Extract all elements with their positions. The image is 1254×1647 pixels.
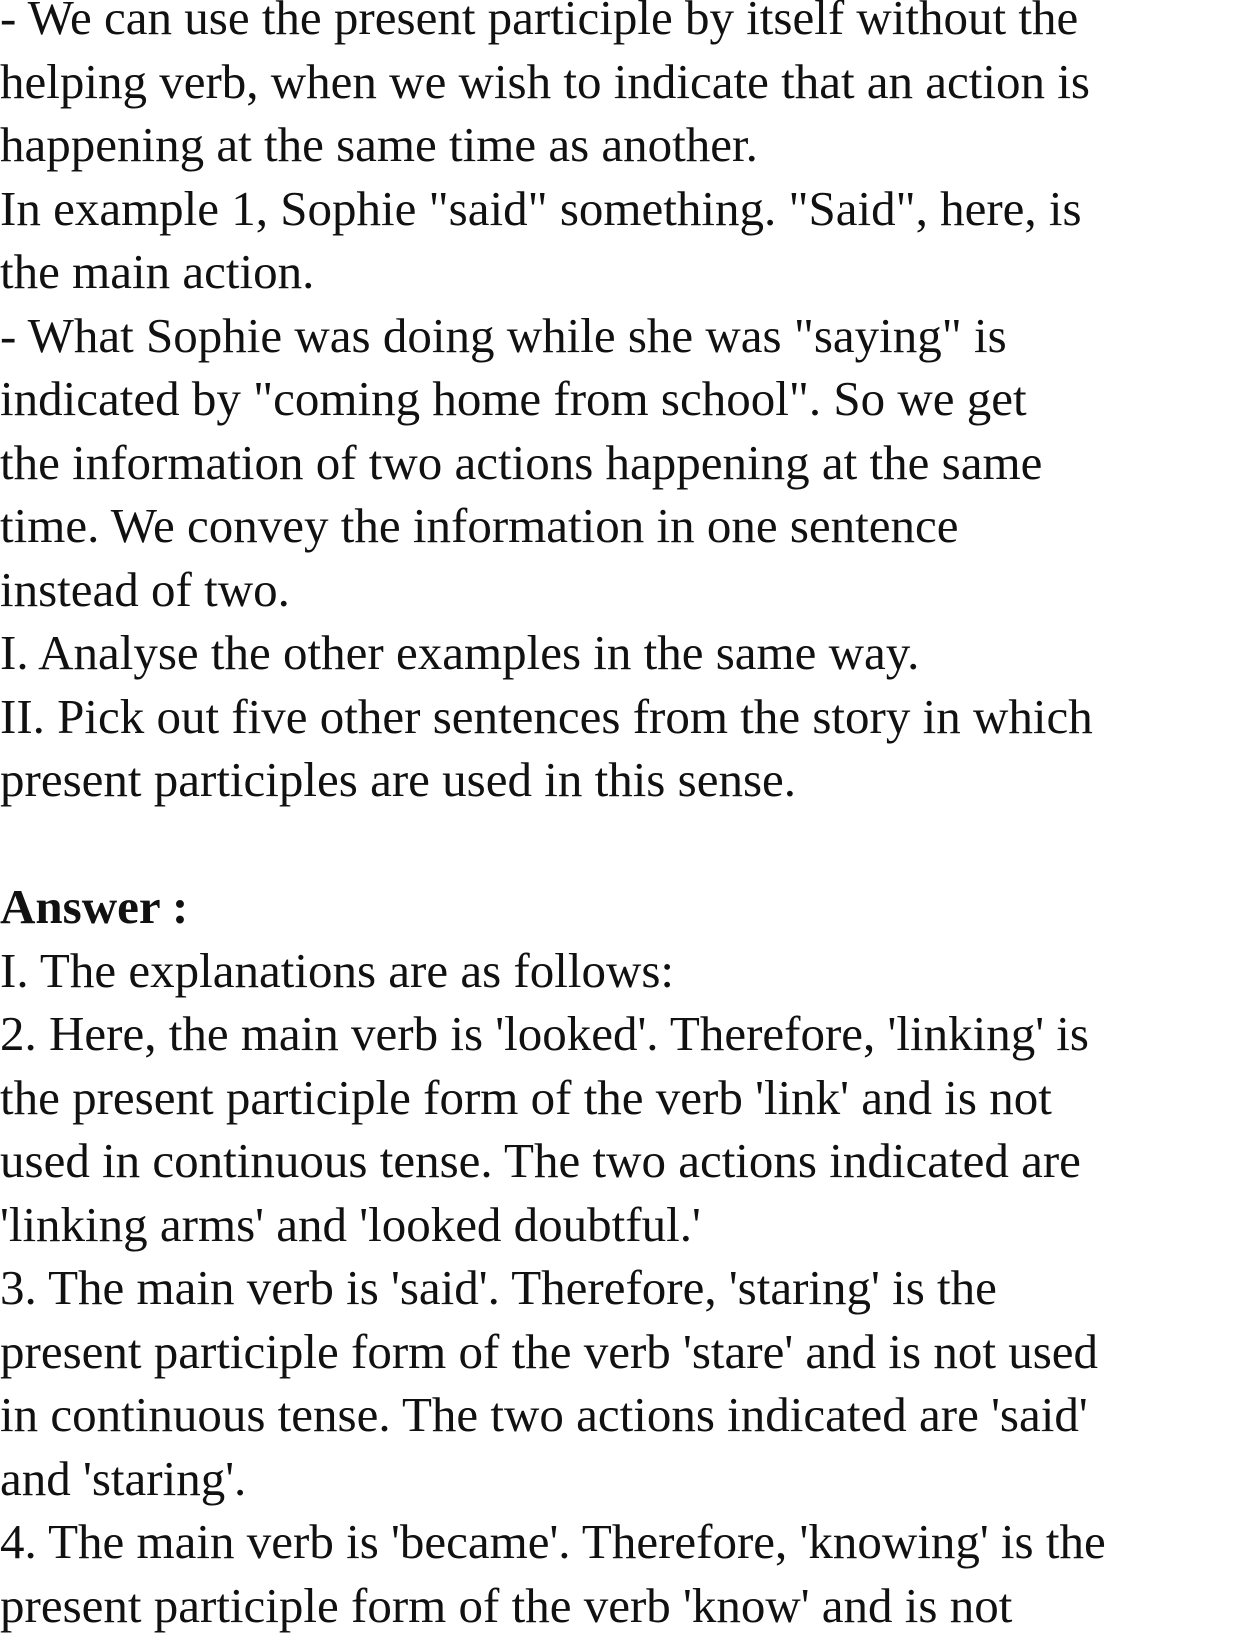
text-line: helping verb, when we wish to indicate that an action is	[0, 53, 1090, 109]
text-line: and 'staring'.	[0, 1450, 247, 1506]
text-line: I. The explanations are as follows:	[0, 942, 675, 998]
text-line: 'linking arms' and 'looked doubtful.'	[0, 1196, 701, 1252]
text-line: present participles are used in this sense.	[0, 752, 797, 807]
text-line: time. We convey the information in one sentence	[0, 498, 959, 553]
text-line: 4. The main verb is 'became'. Therefore, 'knowing' is the	[0, 1514, 1106, 1569]
text-line: - We can use the present participle by itself without the	[0, 0, 1079, 45]
answer-section	[0, 875, 1254, 1637]
text-line: happening at the same time as another.	[0, 117, 758, 172]
text-line: In example 1, Sophie "said" something. "Said", here, is	[0, 180, 1082, 236]
text-line: present participle form of the verb 'stare' and is not used	[0, 1323, 1099, 1379]
text-line: the main action.	[0, 244, 315, 299]
text-line: II. Pick out five other sentences from the story in which	[0, 688, 1093, 744]
text-line: the information of two actions happening at the same	[0, 434, 1043, 490]
text-line: in continuous tense. The two actions indicated are 'said'	[0, 1387, 1088, 1442]
text-line: present participle form of the verb 'know' and is not	[0, 1577, 1013, 1633]
paragraph-spacer	[0, 812, 1254, 876]
text-line: I. Analyse the other examples in the same way.	[0, 625, 920, 680]
text-line: instead of two.	[0, 561, 290, 617]
text-line: 3. The main verb is 'said'. Therefore, 'staring' is the	[0, 1260, 997, 1315]
text-line: indicated by "coming home from school". So we get	[0, 371, 1027, 426]
intro-section	[0, 0, 1254, 812]
text-line: 2. Here, the main verb is 'looked'. Therefore, 'linking' is	[0, 1006, 1089, 1061]
text-line: the present participle form of the verb 'link' and is not	[0, 1069, 1052, 1125]
answer-heading: Answer :	[0, 879, 189, 934]
text-line: used in continuous tense. The two actions indicated are	[0, 1133, 1081, 1188]
text-line: - What Sophie was doing while she was "saying" is	[0, 307, 1007, 363]
